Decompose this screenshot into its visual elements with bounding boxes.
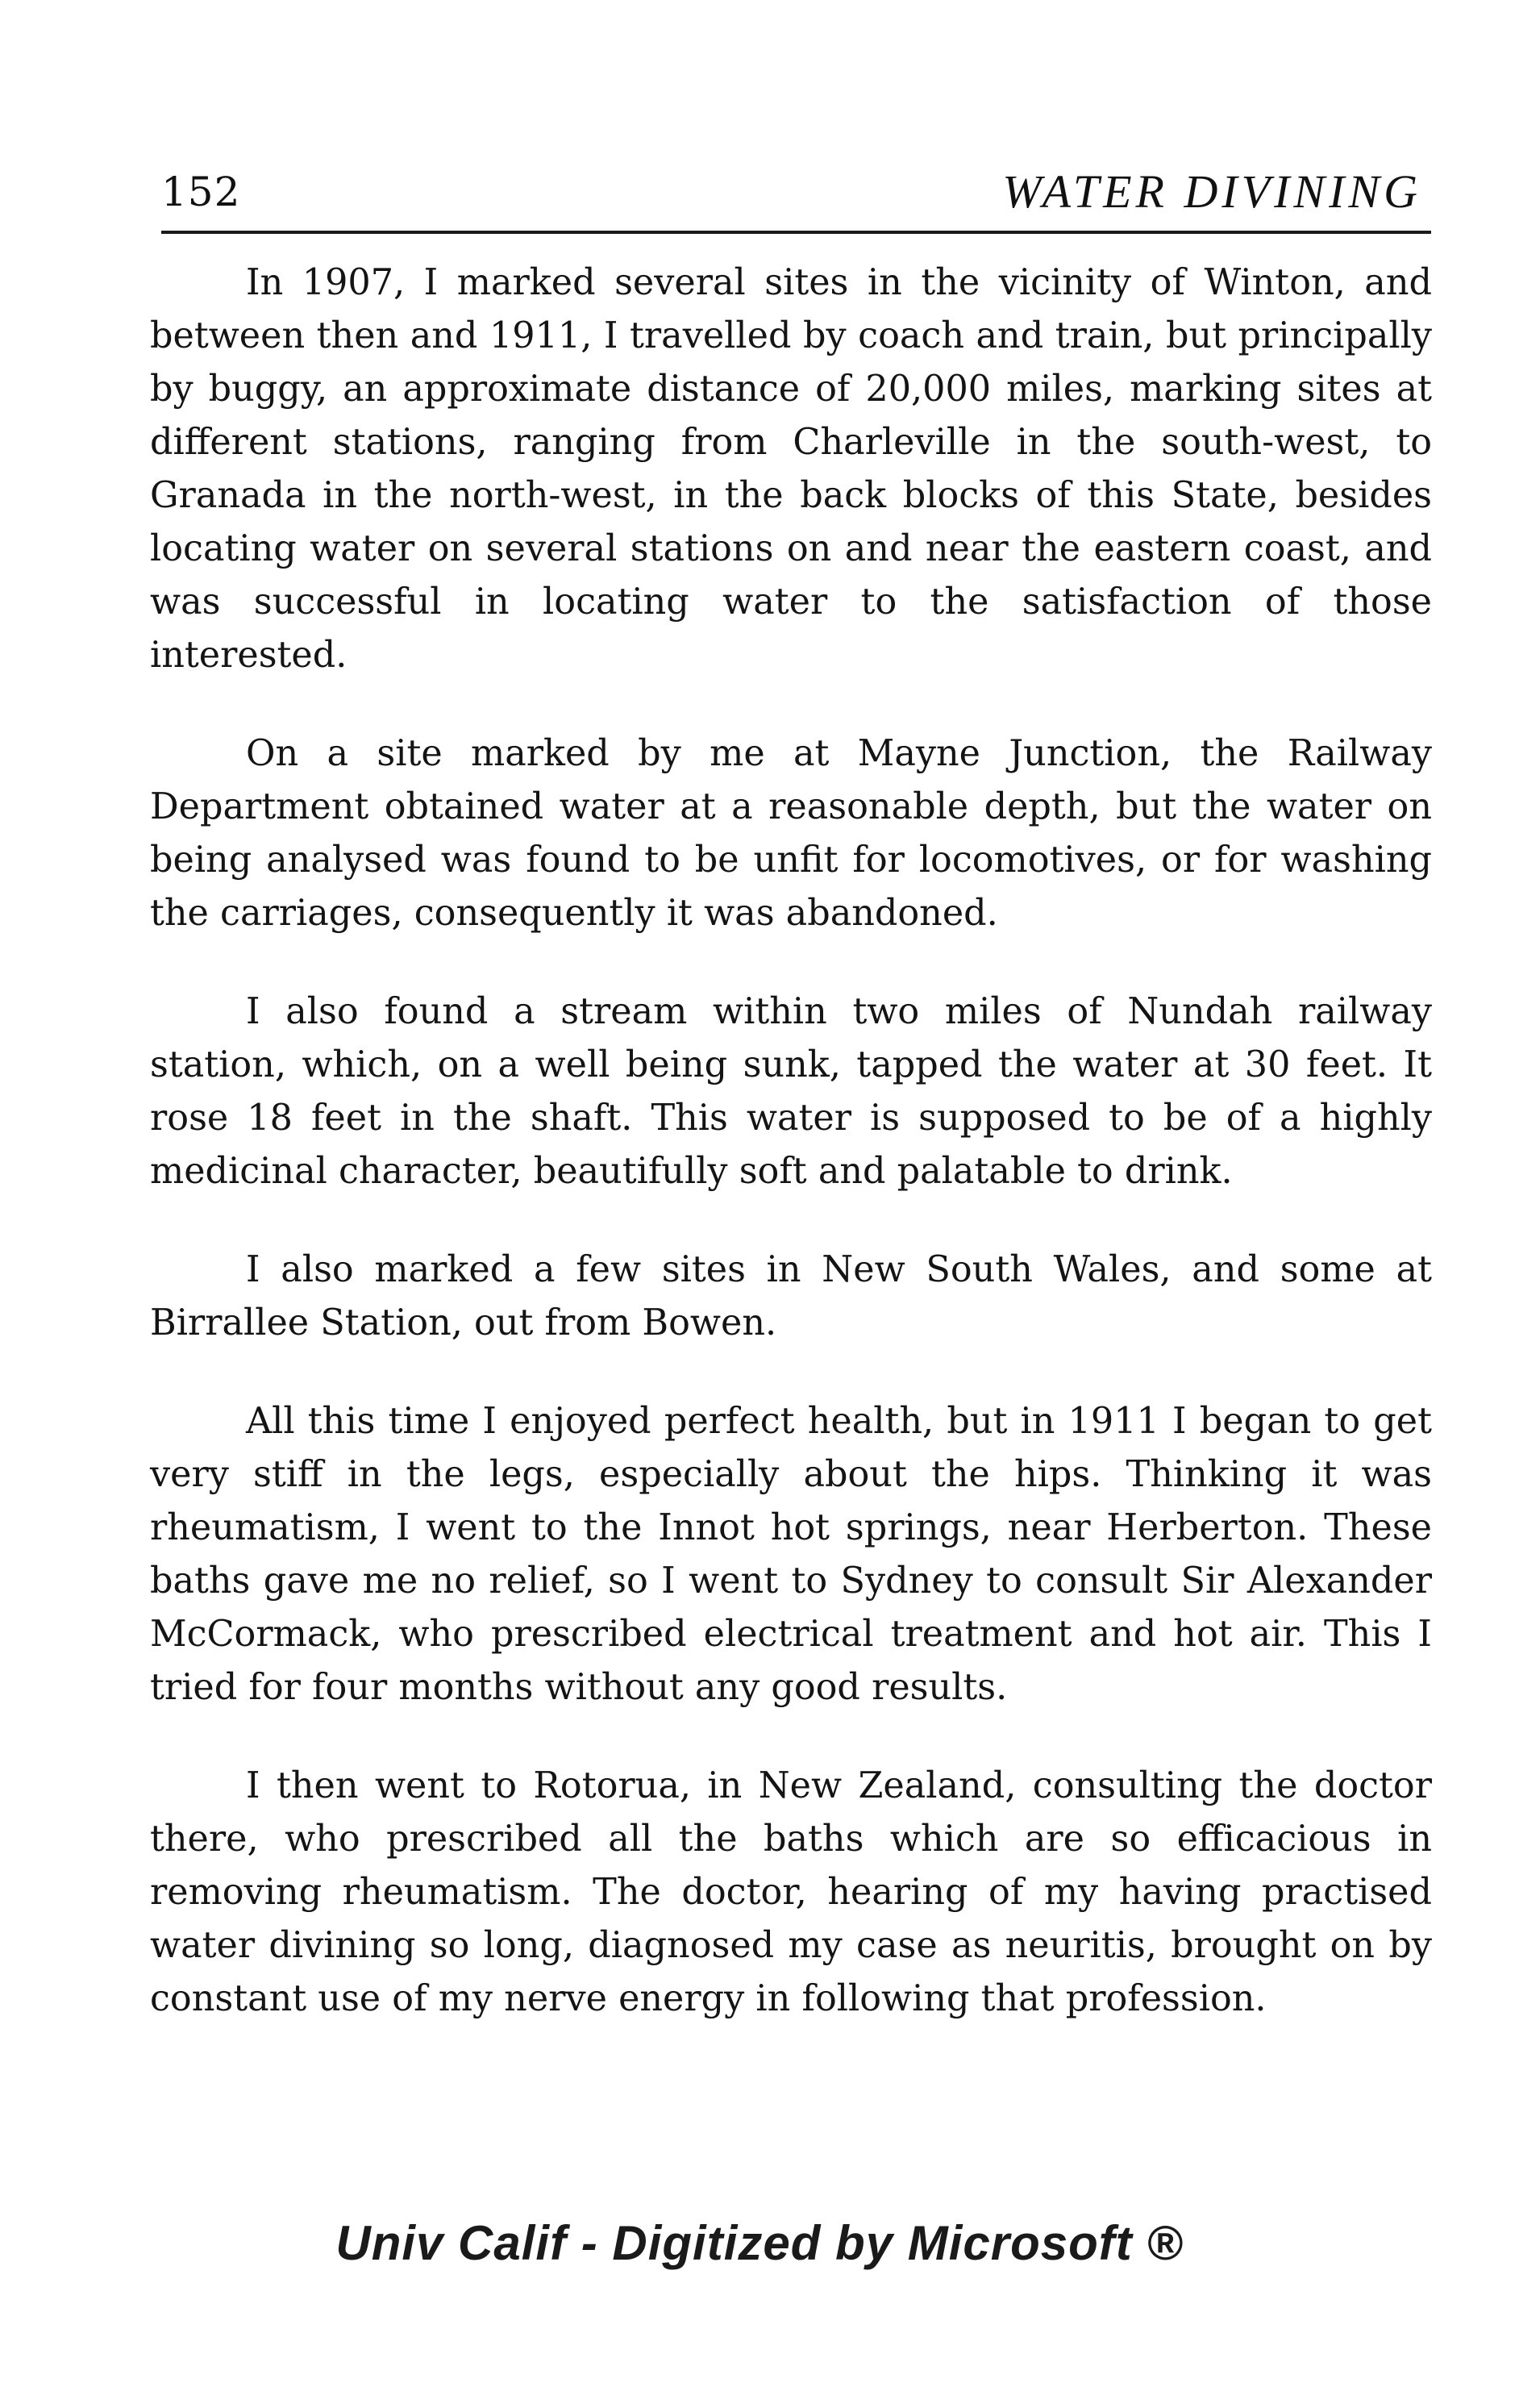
body-text: [150, 256, 1432, 2026]
paragraph-rotorua: I then went to Rotorua, in New Zealand, consulting the doctor there, who prescribed all the baths which are so efficacious in removing rheumatism. The doctor, hearing of my having practised water divining so long, diagnosed my case as neuritis, brought on by constant use of my nerve energy in following that profession.: [150, 1765, 1432, 2019]
paragraph-winton-sites: In 1907, I marked several sites in the vicinity of Winton, and between then and 1911, I travelled by coach and train, but principally by buggy, an approximate distance of 20,000 miles, marking sites at different stations, ranging from Charleville in the south-west, to Granada in the north-west, in the back blocks of this State, besides locating water on several stations on and near the eastern coast, and was successful in locating water to the satisfaction of those interested.: [150, 262, 1432, 676]
paragraph-nundah-stream: I also found a stream within two miles of Nundah railway station, which, on a well being sunk, tapped the water at 30 feet. It rose 18 feet in the shaft. This water is supposed to be of a highly medicinal character, beautifully soft and palatable to drink.: [150, 991, 1432, 1192]
page-number: 152: [161, 169, 241, 215]
paragraph-health: All this time I enjoyed perfect health, but in 1911 I began to get very stiff in the legs, especially about the hips. Thinking it was rheumatism, I went to the Innot hot springs, near Herberton. These baths gave me no relief, so I went to Sydney to consult Sir Alexander McCormack, who prescribed electrical treatment and hot air. This I tried for four months without any good results.: [150, 1401, 1432, 1708]
running-head: WATER DIVINING: [1002, 165, 1421, 218]
paragraph-new-south-wales: I also marked a few sites in New South Wales, and some at Birrallee Station, out from Bowen.: [150, 1249, 1432, 1344]
paragraph-mayne-junction: On a site marked by me at Mayne Junction, the Railway Department obtained water at a reasonable depth, but the water on being analysed was found to be unfit for locomotives, or for washing the carriages, consequently it was abandoned.: [150, 733, 1432, 934]
header-rule: [161, 231, 1431, 234]
digitization-watermark: Univ Calif - Digitized by Microsoft ®: [335, 2216, 1184, 2270]
page-header: [161, 166, 1431, 223]
